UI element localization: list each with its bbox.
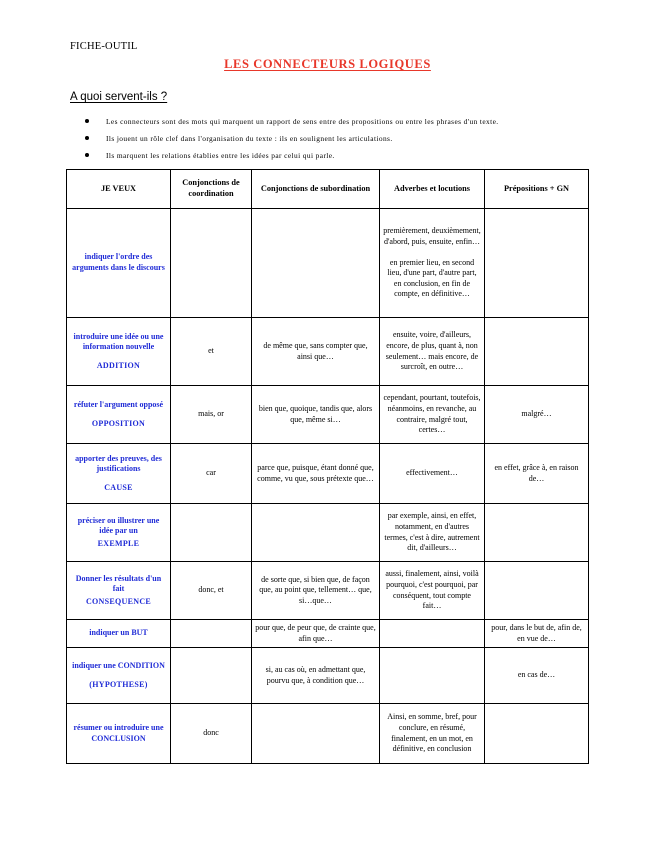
adverbs-cell bbox=[380, 648, 485, 704]
coordination-cell bbox=[171, 648, 252, 704]
aim-text: indiquer l'ordre des arguments dans le discours bbox=[72, 252, 165, 272]
adverbs-cell: premièrement, deuxièmement, d'abord, puis, ensuite, enfin… en premier lieu, en second lieu, d'une part, d'autre part, en conclusion, en fin de compte, en définitive… bbox=[380, 209, 485, 318]
bullet-item: Les connecteurs sont des mots qui marquent un rapport de sens entre des propositions ou entre les phrases d'un texte. bbox=[95, 116, 615, 133]
subordination-cell: bien que, quoique, tandis que, alors que, même si… bbox=[252, 386, 380, 444]
header-subordination: Conjonctions de subordination bbox=[252, 170, 380, 209]
adverbs-cell: ensuite, voire, d'ailleurs, encore, de plus, quant à, non seulement… mais encore, de surcroît, en outre… bbox=[380, 318, 485, 386]
prepositions-cell bbox=[485, 704, 589, 764]
table-row bbox=[67, 648, 589, 704]
table-row bbox=[67, 620, 589, 648]
coordination-cell: mais, or bbox=[171, 386, 252, 444]
aim-text: Donner les résultats d'un fait bbox=[75, 573, 162, 594]
header-prepositions: Prépositions + GN bbox=[485, 170, 589, 209]
prepositions-cell bbox=[485, 504, 589, 562]
aim-cell bbox=[67, 504, 171, 562]
subordination-cell bbox=[252, 209, 380, 318]
aim-cell bbox=[67, 562, 171, 620]
page-title bbox=[0, 57, 655, 72]
aim-text: préciser ou illustrer une idée par un bbox=[77, 515, 160, 536]
aim-text: apporter des preuves, des justifications bbox=[75, 453, 162, 474]
aim-text: indiquer une CONDITION bbox=[72, 660, 165, 670]
prepositions-cell bbox=[485, 562, 589, 620]
adverbs-cell: par exemple, ainsi, en effet, notamment, en d'autres termes, c'est à dire, autrement dit, d'ailleurs… bbox=[380, 504, 485, 562]
aim-keyword: CAUSE bbox=[104, 482, 133, 492]
table-header-row bbox=[67, 170, 589, 209]
bullet-item: Ils marquent les relations établies entre les idées par celui qui parle. bbox=[95, 150, 615, 167]
adverbs-cell: aussi, finalement, ainsi, voilà pourquoi, c'est pourquoi, par conséquent, tout compte fait… bbox=[380, 562, 485, 620]
fiche-label: FICHE-OUTIL bbox=[70, 41, 138, 52]
subordination-cell bbox=[252, 704, 380, 764]
adverbs-cell: Ainsi, en somme, bref, pour conclure, en résumé, finalement, en un mot, en définitive, en conclusion bbox=[380, 704, 485, 764]
table-row bbox=[67, 318, 589, 386]
aim-cell bbox=[67, 704, 171, 764]
aim-text: résumer ou introduire une CONCLUSION bbox=[73, 722, 164, 743]
aim-cell bbox=[67, 648, 171, 704]
table-row bbox=[67, 444, 589, 504]
table-row bbox=[67, 209, 589, 318]
table-row bbox=[67, 386, 589, 444]
header-adverbs: Adverbes et locutions bbox=[380, 170, 485, 209]
subordination-cell bbox=[252, 504, 380, 562]
subordination-cell: de sorte que, si bien que, de façon que, au point que, tellement… que, si…que… bbox=[252, 562, 380, 620]
table-row bbox=[67, 704, 589, 764]
coordination-cell: donc bbox=[171, 704, 252, 764]
header-coordination: Conjonctions de coordination bbox=[171, 170, 252, 209]
table-row bbox=[67, 504, 589, 562]
aim-cell bbox=[67, 209, 171, 318]
section-heading: A quoi servent-ils ? bbox=[70, 91, 168, 103]
aim-cell bbox=[67, 444, 171, 504]
subordination-cell: si, au cas où, en admettant que, pourvu que, à condition que… bbox=[252, 648, 380, 704]
header-je-veux: JE VEUX bbox=[67, 170, 171, 209]
coordination-cell: car bbox=[171, 444, 252, 504]
adverbs-cell: effectivement… bbox=[380, 444, 485, 504]
aim-text: introduire une idée ou une information nouvelle bbox=[73, 331, 164, 352]
coordination-cell bbox=[171, 620, 252, 648]
aim-keyword: (HYPOTHESE) bbox=[89, 679, 148, 689]
aim-keyword: CONSEQUENCE bbox=[85, 596, 152, 606]
aim-keyword: EXEMPLE bbox=[97, 538, 140, 548]
coordination-cell bbox=[171, 209, 252, 318]
prepositions-cell: pour, dans le but de, afin de, en vue de… bbox=[485, 620, 589, 648]
prepositions-cell bbox=[485, 318, 589, 386]
subordination-cell: parce que, puisque, étant donné que, comme, vu que, sous prétexte que… bbox=[252, 444, 380, 504]
aim-keyword: ADDITION bbox=[96, 360, 141, 370]
prepositions-cell: en effet, grâce à, en raison de… bbox=[485, 444, 589, 504]
prepositions-cell bbox=[485, 209, 589, 318]
page-title-text: LES CONNECTEURS LOGIQUES bbox=[224, 57, 431, 71]
aim-keyword: OPPOSITION bbox=[91, 418, 146, 428]
subordination-cell: pour que, de peur que, de crainte que, afin que… bbox=[252, 620, 380, 648]
adverbs-cell: cependant, pourtant, toutefois, néanmoins, en revanche, au contraire, malgré tout, certes… bbox=[380, 386, 485, 444]
aim-text: réfuter l'argument opposé bbox=[73, 399, 164, 409]
table-row bbox=[67, 562, 589, 620]
adverbs-cell bbox=[380, 620, 485, 648]
intro-bullet-list bbox=[95, 116, 615, 167]
coordination-cell: donc, et bbox=[171, 562, 252, 620]
prepositions-cell: malgré… bbox=[485, 386, 589, 444]
aim-cell bbox=[67, 620, 171, 648]
subordination-cell: de même que, sans compter que, ainsi que… bbox=[252, 318, 380, 386]
aim-cell bbox=[67, 318, 171, 386]
aim-cell bbox=[67, 386, 171, 444]
aim-text: indiquer un BUT bbox=[89, 628, 148, 638]
bullet-item: Ils jouent un rôle clef dans l'organisation du texte : ils en soulignent les articulations. bbox=[95, 133, 615, 150]
coordination-cell bbox=[171, 504, 252, 562]
connectors-table bbox=[66, 169, 589, 764]
prepositions-cell: en cas de… bbox=[485, 648, 589, 704]
coordination-cell: et bbox=[171, 318, 252, 386]
